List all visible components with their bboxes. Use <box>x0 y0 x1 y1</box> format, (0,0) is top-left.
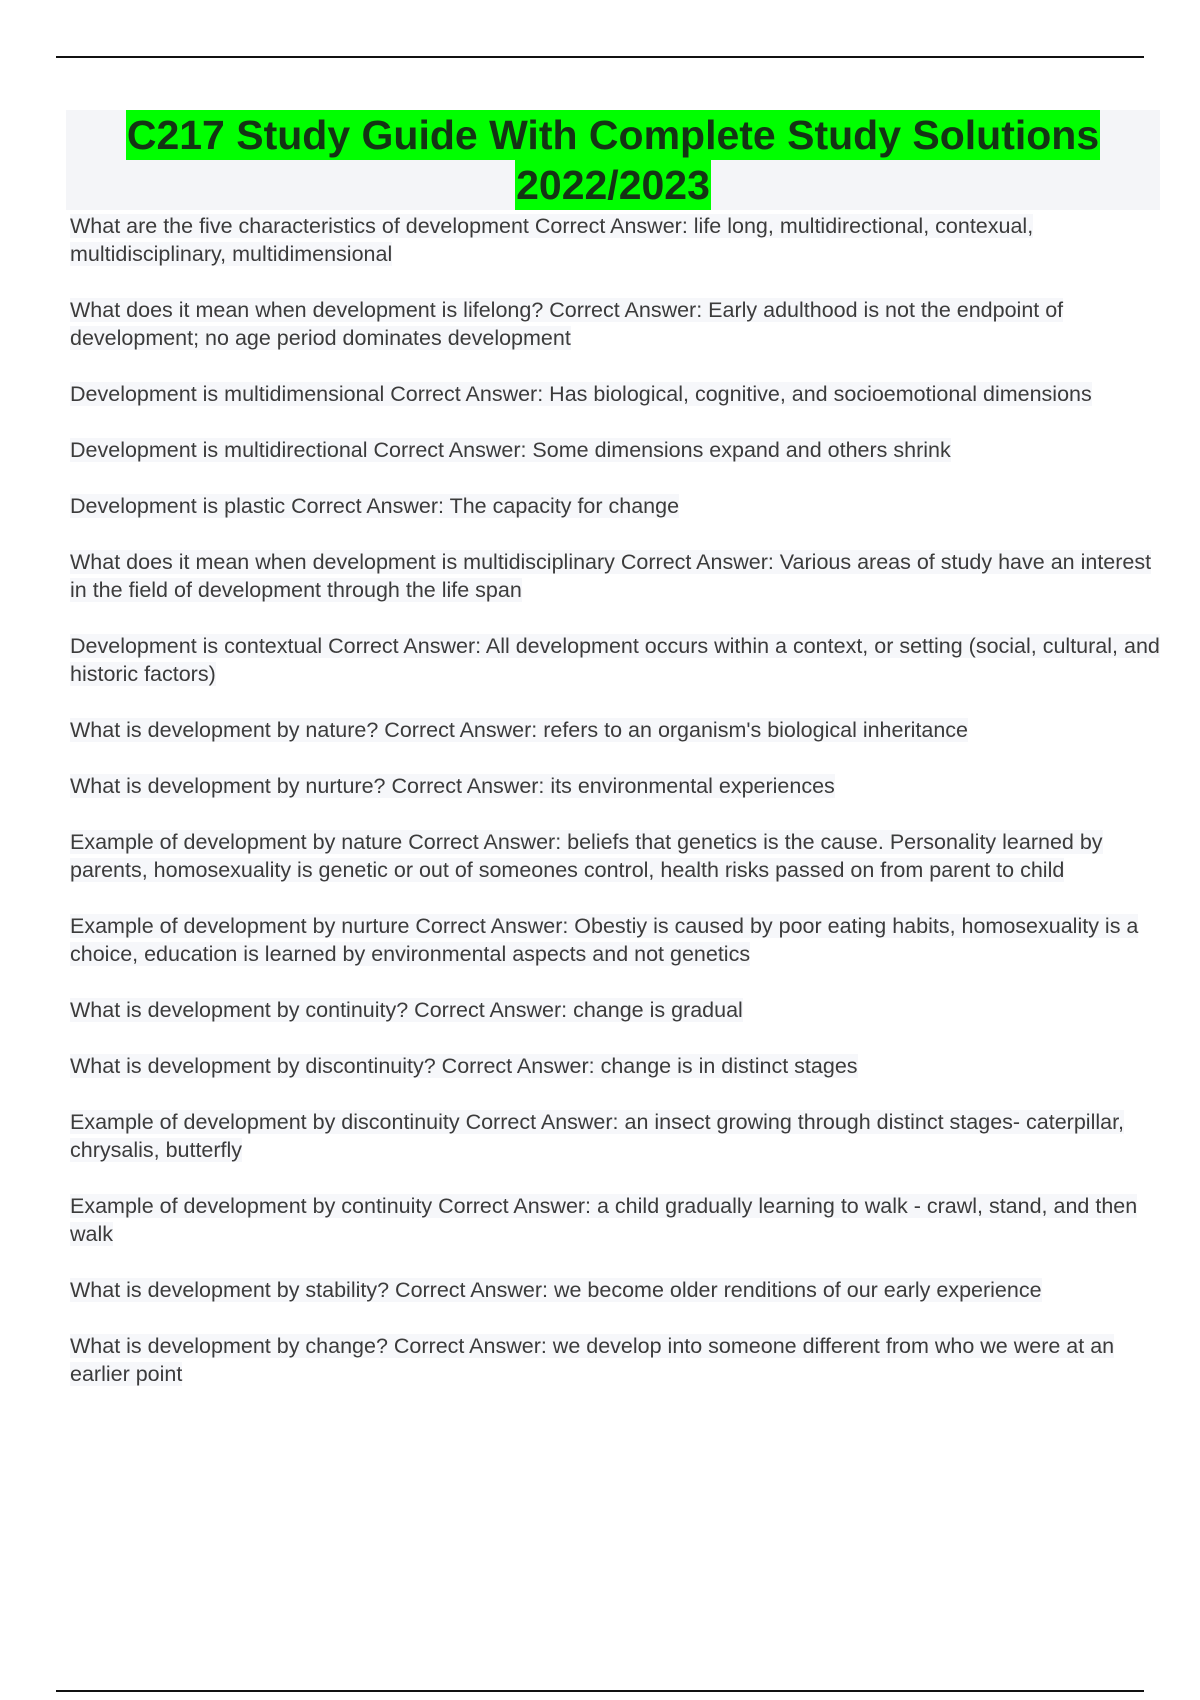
qa-item: What is development by nature? Correct Answer: refers to an organism's biological inheritance <box>70 718 968 742</box>
top-rule <box>56 56 1144 58</box>
qa-item: What are the five characteristics of development Correct Answer: life long, multidirectional, contexual, multidisciplinary, multidimensional <box>70 214 1034 266</box>
qa-item: What is development by nurture? Correct Answer: its environmental experiences <box>70 774 835 798</box>
qa-item: Example of development by discontinuity Correct Answer: an insect growing through distinct stages- caterpillar, chrysalis, butterfly <box>70 1110 1125 1162</box>
qa-item: What is development by change? Correct Answer: we develop into someone different from who we were at an earlier point <box>70 1334 1115 1386</box>
qa-item: What is development by stability? Correct Answer: we become older renditions of our early experience <box>70 1278 1042 1302</box>
page-title-line-2: 2022/2023 <box>516 162 710 208</box>
qa-item: Development is plastic Correct Answer: The capacity for change <box>70 494 680 518</box>
qa-item: What does it mean when development is lifelong? Correct Answer: Early adulthood is not the endpoint of development; no age period dominates development <box>70 298 1064 350</box>
qa-item: Development is contextual Correct Answer: All development occurs within a context, or setting (social, cultural, and historic factors) <box>70 634 1160 686</box>
qa-item: Development is multidimensional Correct Answer: Has biological, cognitive, and socioemotional dimensions <box>70 382 1092 406</box>
title-block <box>66 110 1160 210</box>
qa-item: What is development by discontinuity? Correct Answer: change is in distinct stages <box>70 1054 858 1078</box>
bottom-rule <box>56 1690 1144 1692</box>
qa-item: What is development by continuity? Correct Answer: change is gradual <box>70 998 743 1022</box>
qa-item: Example of development by continuity Correct Answer: a child gradually learning to walk - crawl, stand, and then walk <box>70 1194 1138 1246</box>
qa-list <box>70 212 1162 1416</box>
qa-item: Development is multidirectional Correct Answer: Some dimensions expand and others shrink <box>70 438 951 462</box>
qa-item: What does it mean when development is multidisciplinary Correct Answer: Various areas of study have an interest in the field of development through the life span <box>70 550 1152 602</box>
page-title-line-1: C217 Study Guide With Complete Study Solutions <box>126 112 1100 158</box>
qa-item: Example of development by nurture Correct Answer: Obestiy is caused by poor eating habits, homosexuality is a choice, education is learned by environmental aspects and not genetics <box>70 914 1139 966</box>
qa-item: Example of development by nature Correct Answer: beliefs that genetics is the cause. Personality learned by parents, homosexuality is genetic or out of someones control, health risks passed on from parent to child <box>70 830 1103 882</box>
